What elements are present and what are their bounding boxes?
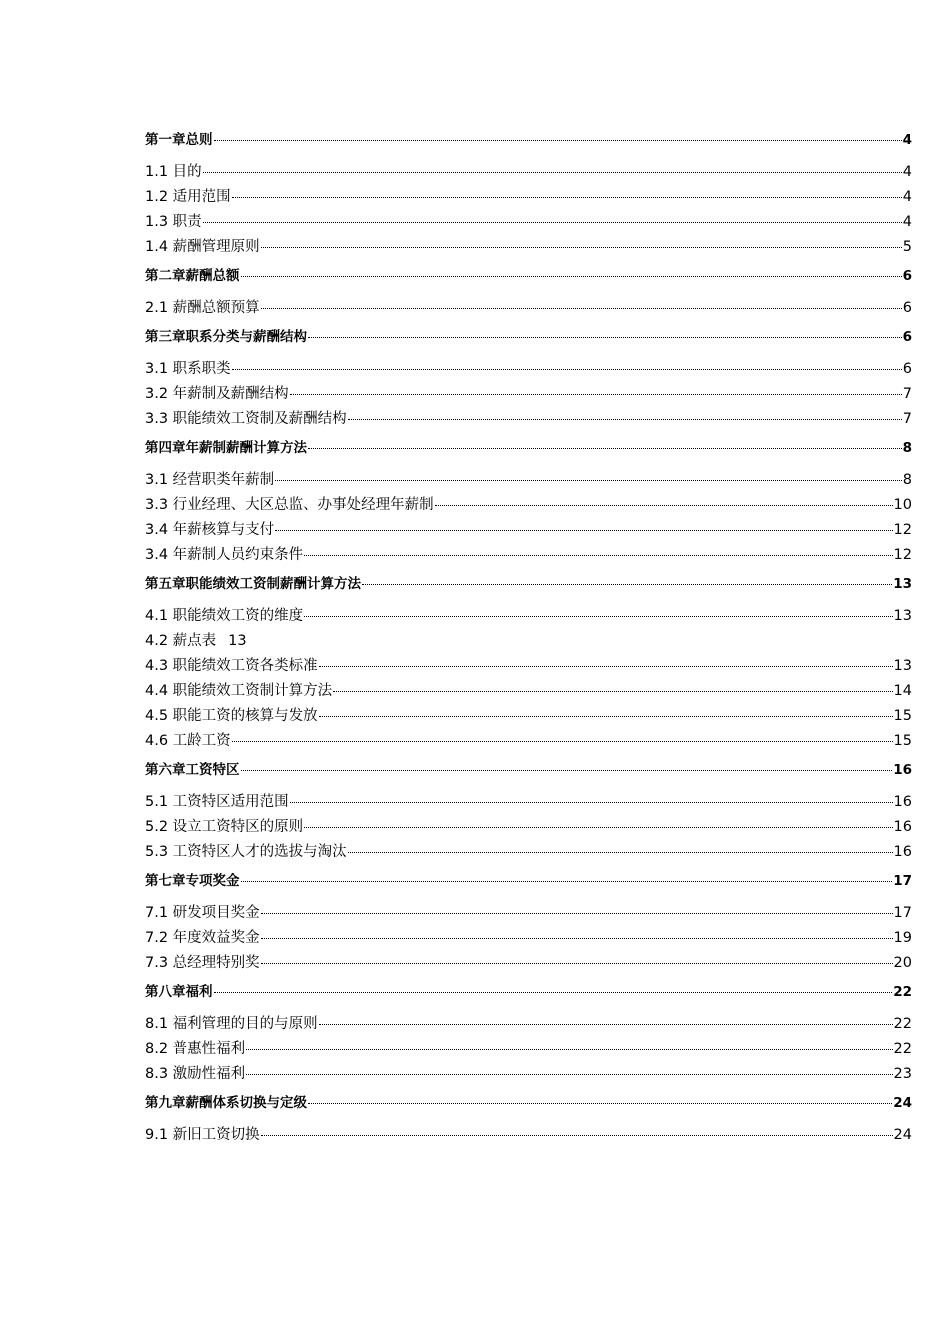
toc-entry-title: 1.1 目的 <box>145 164 202 180</box>
toc-dot-leader <box>304 554 892 556</box>
toc-section-entry[interactable] <box>145 604 912 629</box>
toc-dot-leader <box>348 851 893 853</box>
toc-dot-leader <box>214 991 893 993</box>
toc-chapter-entry[interactable] <box>145 760 912 780</box>
table-of-contents <box>145 124 912 1148</box>
toc-dot-leader <box>308 336 902 338</box>
toc-section-entry[interactable] <box>145 518 912 543</box>
toc-section-entry[interactable] <box>145 1012 912 1037</box>
toc-page-number: 16 <box>893 794 912 810</box>
toc-dot-leader <box>348 418 902 420</box>
toc-section-entry[interactable] <box>145 790 912 815</box>
toc-dot-leader <box>261 1134 893 1136</box>
toc-entry-title: 1.2 适用范围 <box>145 189 231 205</box>
toc-dot-leader <box>290 393 902 395</box>
toc-section-entry[interactable] <box>145 235 912 260</box>
toc-page-number: 16 <box>893 762 912 778</box>
toc-page-number: 12 <box>893 547 912 563</box>
toc-entry-title: 第一章总则 <box>145 132 213 148</box>
toc-page-number: 16 <box>893 844 912 860</box>
toc-section-entry[interactable] <box>145 296 912 321</box>
toc-entry-title: 4.6 工龄工资 <box>145 733 231 749</box>
toc-section-entry[interactable] <box>145 1062 912 1087</box>
toc-page-number: 7 <box>902 411 912 427</box>
toc-page-number: 13 <box>893 658 912 674</box>
toc-dot-leader <box>308 1102 892 1104</box>
toc-page-number: 4 <box>902 164 912 180</box>
toc-page-number: 8 <box>902 472 912 488</box>
toc-dot-leader <box>261 246 902 248</box>
toc-chapter-entry[interactable] <box>145 1093 912 1113</box>
toc-dot-leader <box>203 171 902 173</box>
toc-section-entry[interactable] <box>145 357 912 382</box>
toc-section-entry[interactable] <box>145 926 912 951</box>
toc-entry-title: 3.4 年薪制人员约束条件 <box>145 547 304 563</box>
toc-page-number: 12 <box>893 522 912 538</box>
toc-entry-title: 5.1 工资特区适用范围 <box>145 794 289 810</box>
toc-section-entry[interactable] <box>145 679 912 704</box>
toc-dot-leader <box>214 139 902 141</box>
toc-section-entry[interactable] <box>145 951 912 976</box>
toc-dot-leader <box>333 690 892 692</box>
toc-page-number: 5 <box>902 239 912 255</box>
toc-dot-leader <box>232 196 902 198</box>
toc-entry-title: 3.1 经营职类年薪制 <box>145 472 275 488</box>
toc-dot-leader <box>203 221 902 223</box>
toc-page-number: 16 <box>893 819 912 835</box>
toc-entry-title: 7.1 研发项目奖金 <box>145 905 260 921</box>
toc-dot-leader <box>241 880 893 882</box>
toc-section-entry[interactable] <box>145 382 912 407</box>
toc-dot-leader <box>304 615 892 617</box>
toc-dot-leader <box>304 826 892 828</box>
toc-chapter-entry[interactable] <box>145 871 912 891</box>
toc-section-entry[interactable] <box>145 210 912 235</box>
toc-entry-title: 4.2 薪点表 <box>145 633 217 649</box>
toc-entry-title: 8.3 激励性福利 <box>145 1066 246 1082</box>
toc-section-entry[interactable] <box>145 493 912 518</box>
toc-entry-title: 8.2 普惠性福利 <box>145 1041 246 1057</box>
toc-entry-title: 3.3 行业经理、大区总监、办事处经理年薪制 <box>145 497 434 513</box>
toc-page-number: 13 <box>228 633 247 649</box>
toc-section-entry[interactable] <box>145 840 912 865</box>
toc-dot-leader <box>241 275 902 277</box>
toc-entry-title: 2.1 薪酬总额预算 <box>145 300 260 316</box>
toc-chapter-entry[interactable] <box>145 266 912 286</box>
toc-entry-title: 9.1 新旧工资切换 <box>145 1127 260 1143</box>
toc-page-number: 24 <box>893 1095 912 1111</box>
toc-section-entry[interactable] <box>145 160 912 185</box>
toc-dot-leader <box>232 368 902 370</box>
toc-section-entry[interactable] <box>145 654 912 679</box>
toc-page-number: 23 <box>893 1066 912 1082</box>
toc-dot-leader <box>241 769 893 771</box>
toc-dot-leader <box>246 1048 892 1050</box>
toc-chapter-entry[interactable] <box>145 130 912 150</box>
toc-page-number: 24 <box>893 1127 912 1143</box>
toc-page-number: 17 <box>893 905 912 921</box>
toc-entry-title: 第二章薪酬总额 <box>145 268 240 284</box>
toc-section-entry[interactable] <box>145 704 912 729</box>
toc-page-number: 4 <box>902 132 912 148</box>
toc-dot-leader <box>275 529 892 531</box>
toc-chapter-entry[interactable] <box>145 982 912 1002</box>
toc-entry-title: 7.3 总经理特别奖 <box>145 955 260 971</box>
toc-page-number: 6 <box>902 268 912 284</box>
toc-section-entry[interactable] <box>145 815 912 840</box>
toc-entry-title: 3.2 年薪制及薪酬结构 <box>145 386 289 402</box>
toc-dot-leader <box>290 801 893 803</box>
toc-entry-title: 第九章薪酬体系切换与定级 <box>145 1095 307 1111</box>
toc-entry-title: 8.1 福利管理的目的与原则 <box>145 1016 318 1032</box>
toc-page-number: 15 <box>893 733 912 749</box>
toc-page-number: 6 <box>902 329 912 345</box>
toc-entry-title: 第七章专项奖金 <box>145 873 240 889</box>
toc-entry-title: 第三章职系分类与薪酬结构 <box>145 329 307 345</box>
toc-page-number: 10 <box>893 497 912 513</box>
toc-entry-title: 5.2 设立工资特区的原则 <box>145 819 304 835</box>
toc-entry-title: 3.4 年薪核算与支付 <box>145 522 275 538</box>
toc-page-number: 22 <box>893 984 912 1000</box>
toc-entry-title: 第八章福利 <box>145 984 213 1000</box>
toc-section-entry[interactable] <box>145 729 912 754</box>
toc-page-number: 8 <box>902 440 912 456</box>
toc-section-entry[interactable] <box>145 543 912 568</box>
toc-section-entry[interactable] <box>145 407 912 432</box>
toc-entry-title: 3.3 职能绩效工资制及薪酬结构 <box>145 411 347 427</box>
toc-dot-leader <box>319 665 893 667</box>
toc-page-number: 7 <box>902 386 912 402</box>
toc-page-number: 6 <box>902 361 912 377</box>
toc-page-number: 20 <box>893 955 912 971</box>
toc-entry-title: 1.4 薪酬管理原则 <box>145 239 260 255</box>
toc-dot-leader <box>246 1073 892 1075</box>
toc-page-number: 22 <box>893 1016 912 1032</box>
toc-page-number: 17 <box>893 873 912 889</box>
toc-dot-leader <box>362 583 892 585</box>
toc-entry-title: 1.3 职责 <box>145 214 202 230</box>
toc-dot-leader <box>308 447 902 449</box>
toc-page-number: 13 <box>893 576 912 592</box>
toc-section-entry[interactable] <box>145 901 912 926</box>
toc-section-entry[interactable] <box>145 1123 912 1148</box>
toc-dot-leader <box>261 912 893 914</box>
toc-page-number: 19 <box>893 930 912 946</box>
toc-section-entry[interactable] <box>145 629 912 654</box>
toc-page-number: 6 <box>902 300 912 316</box>
toc-entry-title: 第六章工资特区 <box>145 762 240 778</box>
toc-dot-leader <box>261 937 893 939</box>
toc-dot-leader <box>435 504 893 506</box>
toc-page-number: 14 <box>893 683 912 699</box>
toc-entry-title: 5.3 工资特区人才的选拔与淘汰 <box>145 844 347 860</box>
toc-dot-leader <box>261 962 893 964</box>
toc-section-entry[interactable] <box>145 1037 912 1062</box>
toc-entry-title: 4.4 职能绩效工资制计算方法 <box>145 683 333 699</box>
toc-chapter-entry[interactable] <box>145 327 912 347</box>
toc-entry-title: 7.2 年度效益奖金 <box>145 930 260 946</box>
toc-entry-title: 3.1 职系职类 <box>145 361 231 377</box>
toc-dot-leader <box>275 479 902 481</box>
toc-entry-title: 第五章职能绩效工资制薪酬计算方法 <box>145 576 361 592</box>
toc-page-number: 15 <box>893 708 912 724</box>
toc-page-number: 13 <box>893 608 912 624</box>
toc-section-entry[interactable] <box>145 185 912 210</box>
toc-page-number: 4 <box>902 189 912 205</box>
toc-dot-leader <box>319 1023 893 1025</box>
toc-chapter-entry[interactable] <box>145 574 912 594</box>
toc-entry-title: 4.5 职能工资的核算与发放 <box>145 708 318 724</box>
toc-page-number: 22 <box>893 1041 912 1057</box>
toc-entry-title: 4.1 职能绩效工资的维度 <box>145 608 304 624</box>
toc-chapter-entry[interactable] <box>145 438 912 458</box>
toc-dot-leader <box>261 307 902 309</box>
toc-dot-leader <box>232 740 893 742</box>
toc-entry-title: 第四章年薪制薪酬计算方法 <box>145 440 307 456</box>
toc-page-number: 4 <box>902 214 912 230</box>
toc-section-entry[interactable] <box>145 468 912 493</box>
toc-dot-leader <box>319 715 893 717</box>
toc-entry-title: 4.3 职能绩效工资各类标准 <box>145 658 318 674</box>
